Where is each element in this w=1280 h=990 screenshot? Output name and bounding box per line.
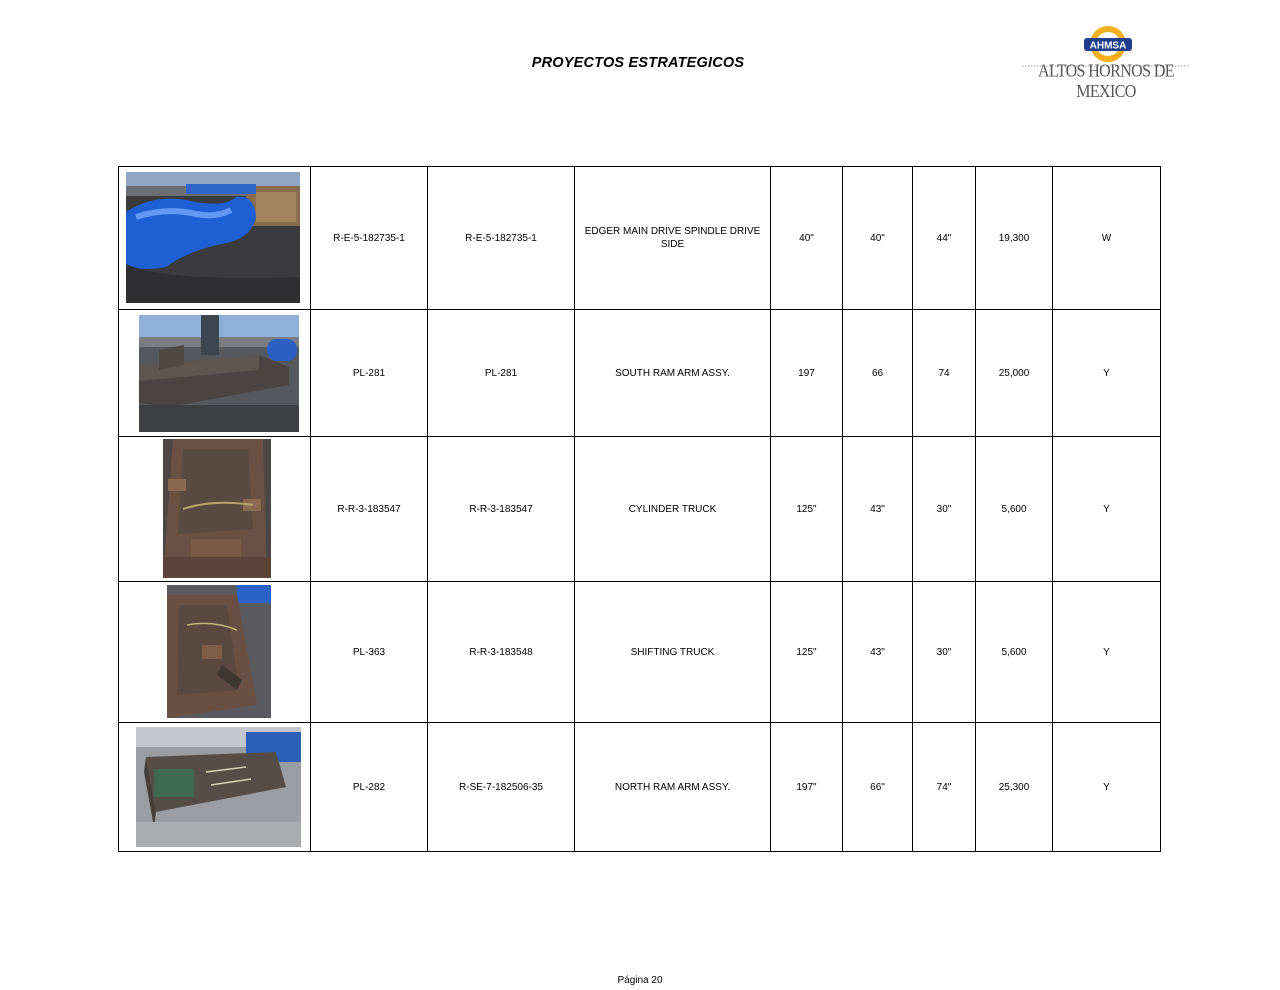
rusty-shifting-truck-photo	[167, 585, 271, 718]
logo-badge-text: AHMSA	[1089, 40, 1127, 52]
description-cell: SHIFTING TRUCK	[575, 582, 771, 723]
length-cell: 197	[771, 310, 843, 437]
drawing-number-cell: PL-281	[428, 310, 575, 437]
part-number-cell: PL-282	[311, 723, 428, 852]
drawing-number-cell: R-R-3-183548	[428, 582, 575, 723]
width-cell: 43"	[843, 582, 913, 723]
page-number: Página 20	[617, 975, 663, 986]
width-cell: 66"	[843, 723, 913, 852]
weight-cell: 5,600	[976, 582, 1053, 723]
photo-cell	[119, 437, 311, 582]
table-row	[119, 310, 1161, 437]
part-number-cell: PL-281	[311, 310, 428, 437]
drawing-number-cell: R-SE-7-182506-35	[428, 723, 575, 852]
photo-cell	[119, 582, 311, 723]
rusty-cylinder-truck-photo	[163, 439, 271, 578]
steel-ram-arm-photo	[139, 315, 299, 432]
table-row	[119, 167, 1161, 310]
width-cell: 66	[843, 310, 913, 437]
part-number-cell: PL-363	[311, 582, 428, 723]
height-cell: 44"	[913, 167, 976, 310]
part-number-cell: R-E-5-182735-1	[311, 167, 428, 310]
height-cell: 30"	[913, 437, 976, 582]
code-cell: Y	[1053, 310, 1161, 437]
drawing-number-cell: R-R-3-183547	[428, 437, 575, 582]
length-cell: 40"	[771, 167, 843, 310]
height-cell: 30"	[913, 582, 976, 723]
height-cell: 74"	[913, 723, 976, 852]
description-cell: NORTH RAM ARM ASSY.	[575, 723, 771, 852]
weight-cell: 5,600	[976, 437, 1053, 582]
page-title: PROYECTOS ESTRATEGICOS	[531, 55, 745, 71]
length-cell: 125"	[771, 437, 843, 582]
photo-cell	[119, 723, 311, 852]
weight-cell: 25,300	[976, 723, 1053, 852]
code-cell: Y	[1053, 437, 1161, 582]
description-cell: EDGER MAIN DRIVE SPINDLE DRIVE SIDE	[575, 167, 771, 310]
width-cell: 40"	[843, 167, 913, 310]
photo-cell	[119, 167, 311, 310]
drawing-number-cell: R-E-5-182735-1	[428, 167, 575, 310]
length-cell: 197"	[771, 723, 843, 852]
table-row	[119, 723, 1161, 852]
width-cell: 43"	[843, 437, 913, 582]
equipment-table	[118, 166, 1161, 852]
weight-cell: 25,000	[976, 310, 1053, 437]
code-cell: W	[1053, 167, 1161, 310]
steel-ram-arm-north-photo	[136, 727, 301, 847]
company-logo	[1020, 24, 1192, 102]
height-cell: 74	[913, 310, 976, 437]
photo-cell	[119, 310, 311, 437]
description-cell: SOUTH RAM ARM ASSY.	[575, 310, 771, 437]
code-cell: Y	[1053, 582, 1161, 723]
description-cell: CYLINDER TRUCK	[575, 437, 771, 582]
part-number-cell: R-R-3-183547	[311, 437, 428, 582]
table-row	[119, 437, 1161, 582]
table-row	[119, 582, 1161, 723]
weight-cell: 19,300	[976, 167, 1053, 310]
code-cell: Y	[1053, 723, 1161, 852]
company-name: ALTOS HORNOS DE MEXICO	[1038, 61, 1174, 102]
blue-wrapped-spindle-photo	[126, 172, 300, 303]
length-cell: 125"	[771, 582, 843, 723]
